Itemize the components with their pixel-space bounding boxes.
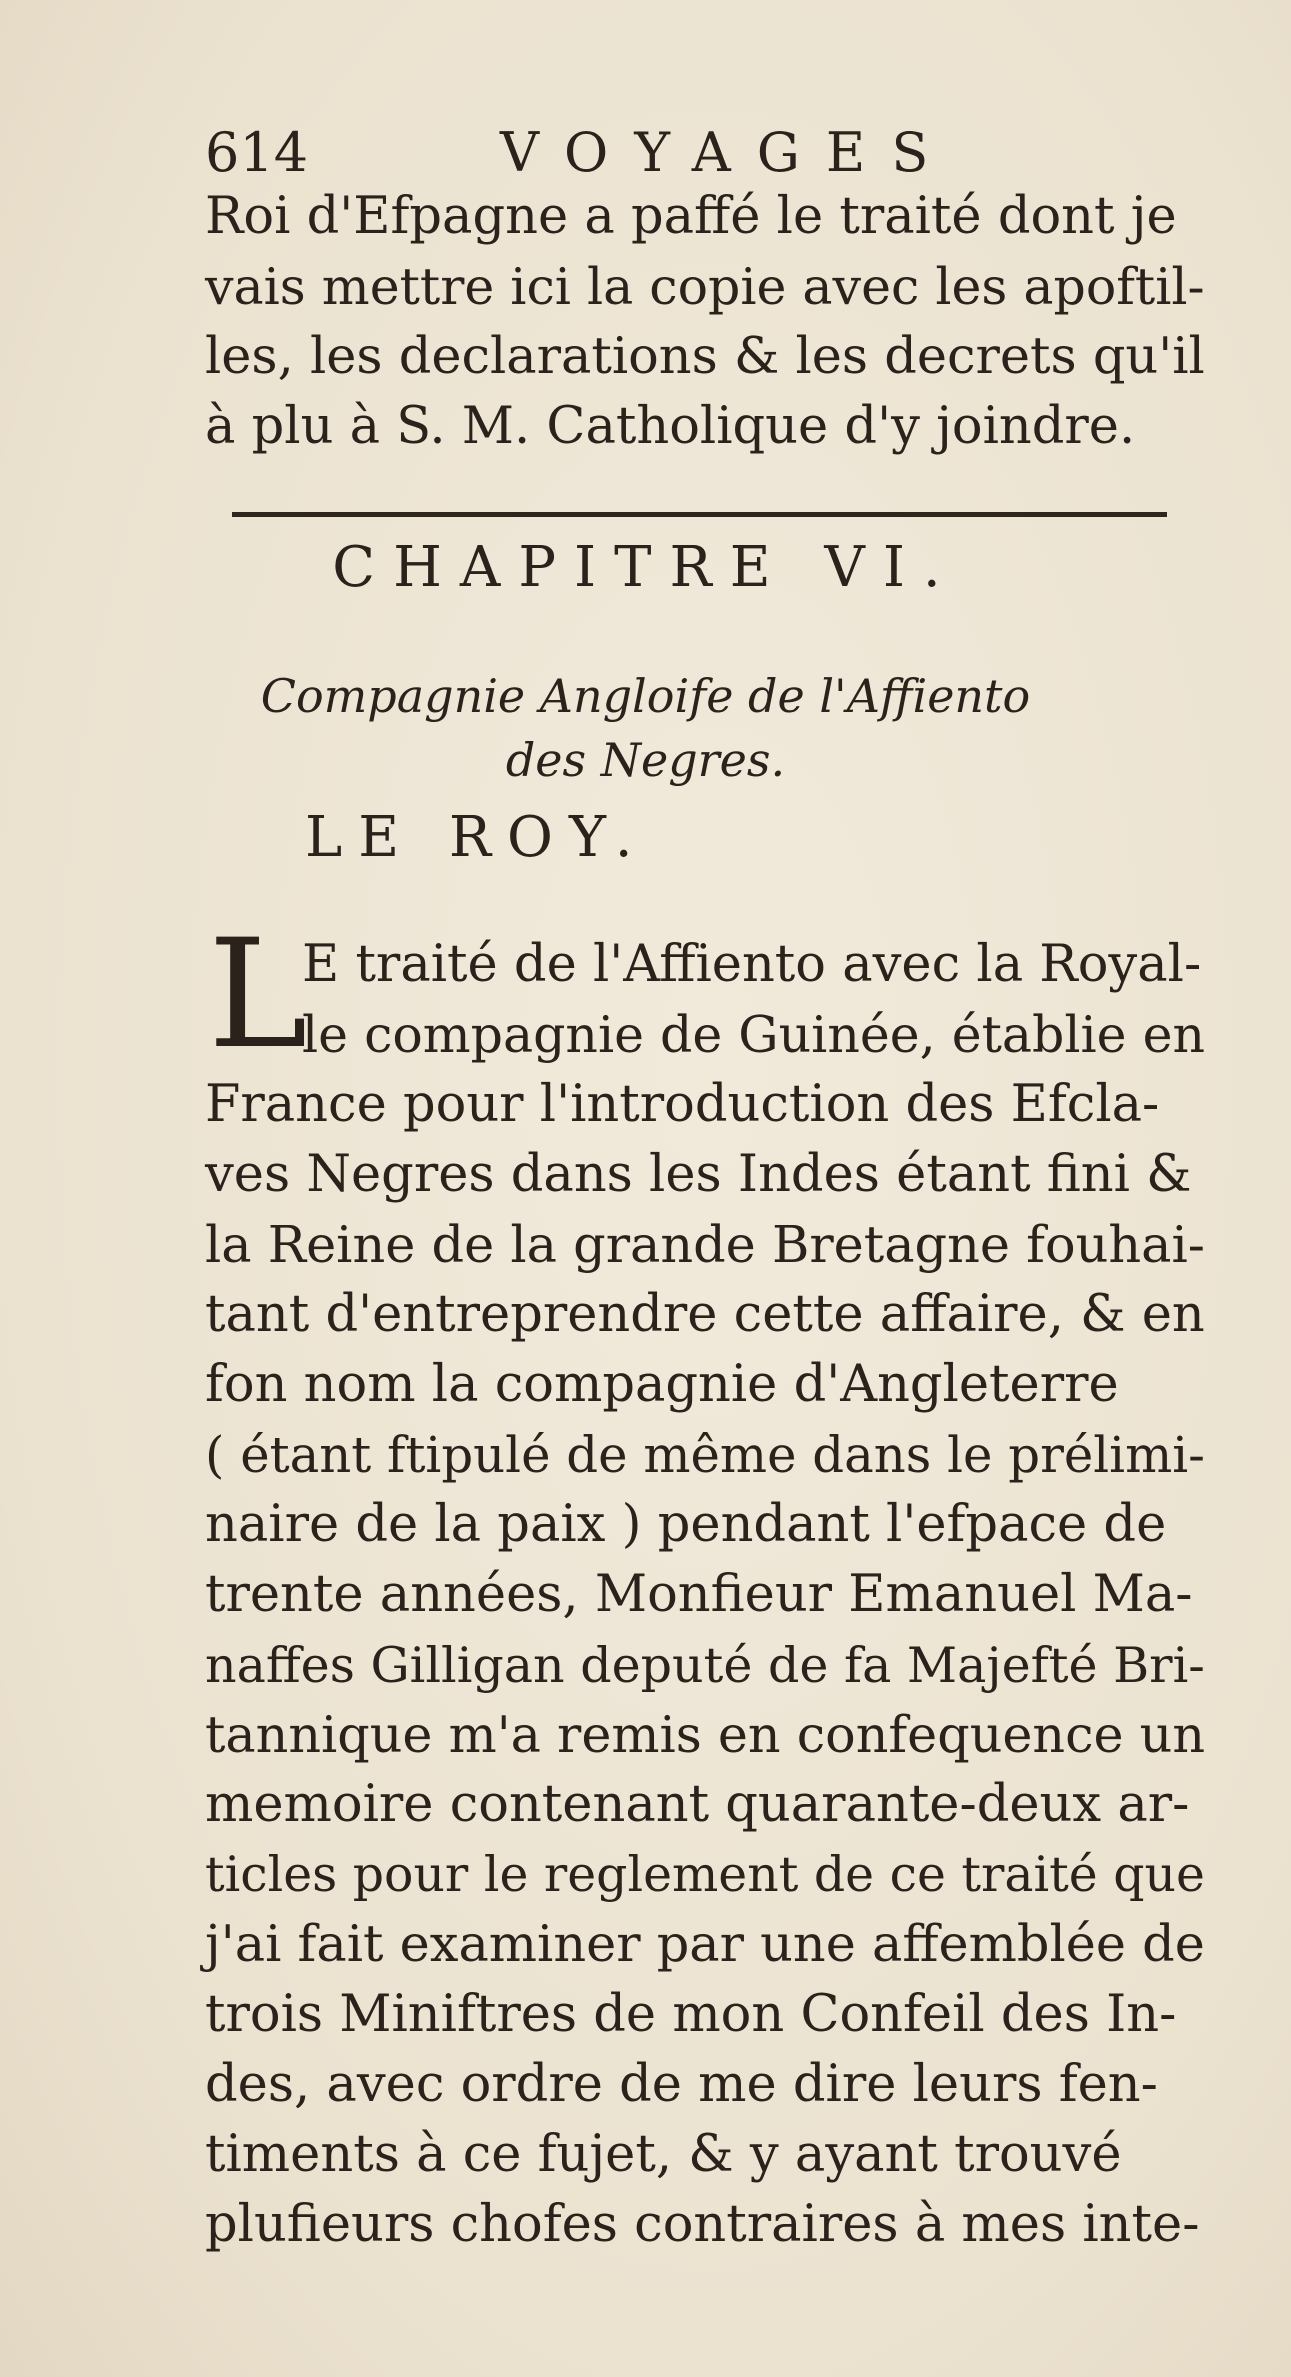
text-line: naire de la paix ) pendant l'efpace de [205, 1495, 1167, 1554]
page-number: 614 [205, 121, 309, 184]
chapter-title: CHAPITRE VI. [332, 535, 959, 600]
text-line: timents à ce fujet, & y ayant trouvé [205, 2125, 1122, 2184]
text-line: E traité de l'Affiento avec la Royal- [302, 935, 1202, 994]
text-line: le compagnie de Guinée, établie en [302, 1005, 1205, 1064]
text-line: trente années, Monfieur Emanuel Ma- [205, 1565, 1193, 1624]
text-line: ves Negres dans les Indes étant fini & [205, 1145, 1192, 1204]
section-rule [232, 512, 1167, 517]
chapter-subtitle: Compagnie Angloife de l'Affiento [260, 669, 1031, 723]
text-line: vais mettre ici la copie avec les apoftil- [205, 257, 1205, 316]
chapter-subtitle-continued: des Negres. [505, 733, 786, 787]
text-line: les, les declarations & les decrets qu'il [205, 327, 1205, 386]
body-paragraph [205, 930, 1205, 2260]
text-line: ticles pour le reglement de ce traité que [205, 1846, 1205, 1903]
decree-heading: LE ROY. [305, 805, 649, 870]
text-line: trois Miniftres de mon Confeil des In- [205, 1985, 1177, 2044]
text-line: ( étant ftipulé de même dans le prélimi- [205, 1426, 1205, 1484]
running-title: VOYAGES [500, 121, 955, 184]
text-line: à plu à S. M. Catholique d'y joindre. [205, 397, 1136, 456]
text-line: fon nom la compagnie d'Angleterre [205, 1355, 1119, 1414]
text-line: Roi d'Efpagne a paffé le traité dont je [205, 187, 1177, 246]
drop-cap: L [208, 908, 308, 1082]
text-line: naffes Gilligan deputé de fa Majefté Bri- [205, 1636, 1205, 1694]
text-line: tannique m'a remis en confequence un [205, 1705, 1206, 1764]
text-line: j'ai fait examiner par une affemblée de [205, 1915, 1205, 1974]
text-line: la Reine de la grande Bretagne fouhai- [205, 1215, 1205, 1274]
running-head [205, 118, 965, 188]
text-line: memoire contenant quarante-deux ar- [205, 1775, 1190, 1834]
intro-paragraph [205, 182, 1205, 462]
text-line: France pour l'introduction des Efcla- [205, 1075, 1160, 1134]
text-line: plufieurs chofes contraires à mes inte- [205, 2195, 1200, 2254]
text-line: tant d'entreprendre cette affaire, & en [205, 1285, 1205, 1344]
text-line: des, avec ordre de me dire leurs fen- [205, 2055, 1158, 2114]
